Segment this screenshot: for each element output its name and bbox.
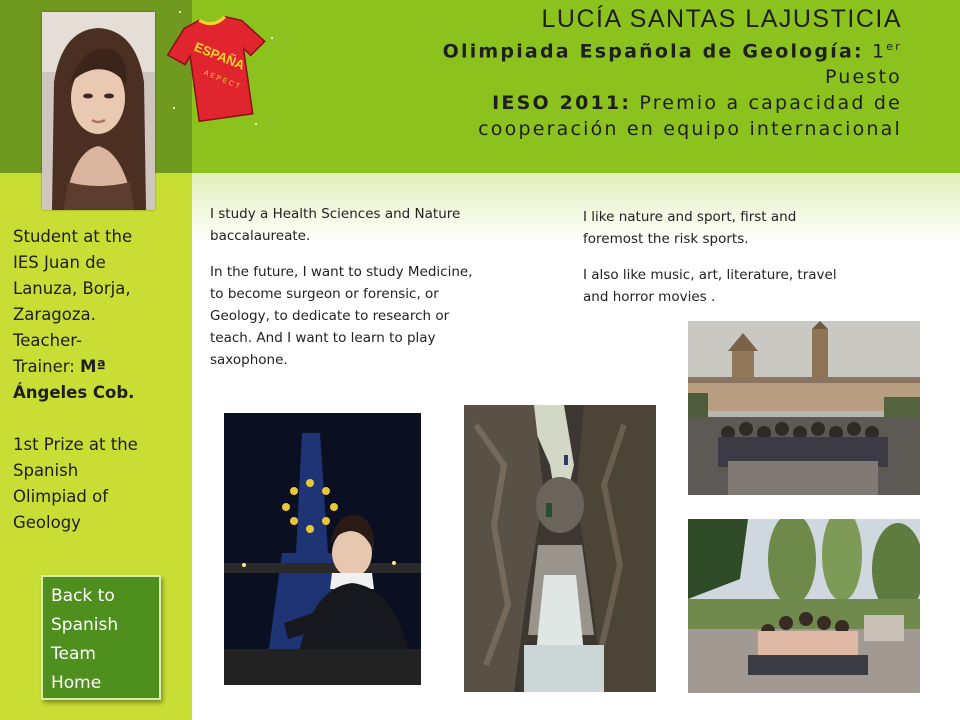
award-geology-olympiad: Olimpiada Española de Geología: 1er xyxy=(442,40,902,63)
header-title-block xyxy=(342,4,902,142)
studies-text: I study a Health Sciences and Nature baccalaureate. In the future, I want to study Medicine, to become surgeon or forensic, or Geology, to dedicate to research or teach. And I want to learn to play saxophone. xyxy=(210,206,473,368)
award-ieso: IESO 2011: Premio a capacidad de xyxy=(492,92,902,115)
award-ieso-cont: cooperación en equipo internacional xyxy=(478,118,902,141)
canyon-waterfall-photo xyxy=(464,405,656,692)
student-info: Student at the IES Juan de Lanuza, Borja, Zaragoza. Teacher- Trainer: Mª Ángeles Cob. 1st Prize at the Spanish Olimpiad of Geology xyxy=(13,227,138,532)
award-geology-olympiad-cont: Puesto xyxy=(824,66,902,89)
shirt-espana-text: ESPAÑA xyxy=(192,38,248,73)
eiffel-tower-night-photo xyxy=(224,413,421,685)
friends-park-photo xyxy=(688,519,920,693)
hobbies-text: I like nature and sport, first and foremost the risk sports. I also like music, art, literature, travel and horror movies . xyxy=(583,209,837,305)
portrait-photo xyxy=(42,12,155,210)
back-to-spanish-team-home-button[interactable]: Back to Spanish Team Home xyxy=(41,575,161,700)
espana-tshirt-logo xyxy=(160,8,278,128)
student-name: LUCÍA SANTAS LAJUSTICIA xyxy=(541,5,902,33)
shirt-aepect-text: AEPECT xyxy=(202,69,243,92)
group-cathedral-photo xyxy=(688,321,920,495)
